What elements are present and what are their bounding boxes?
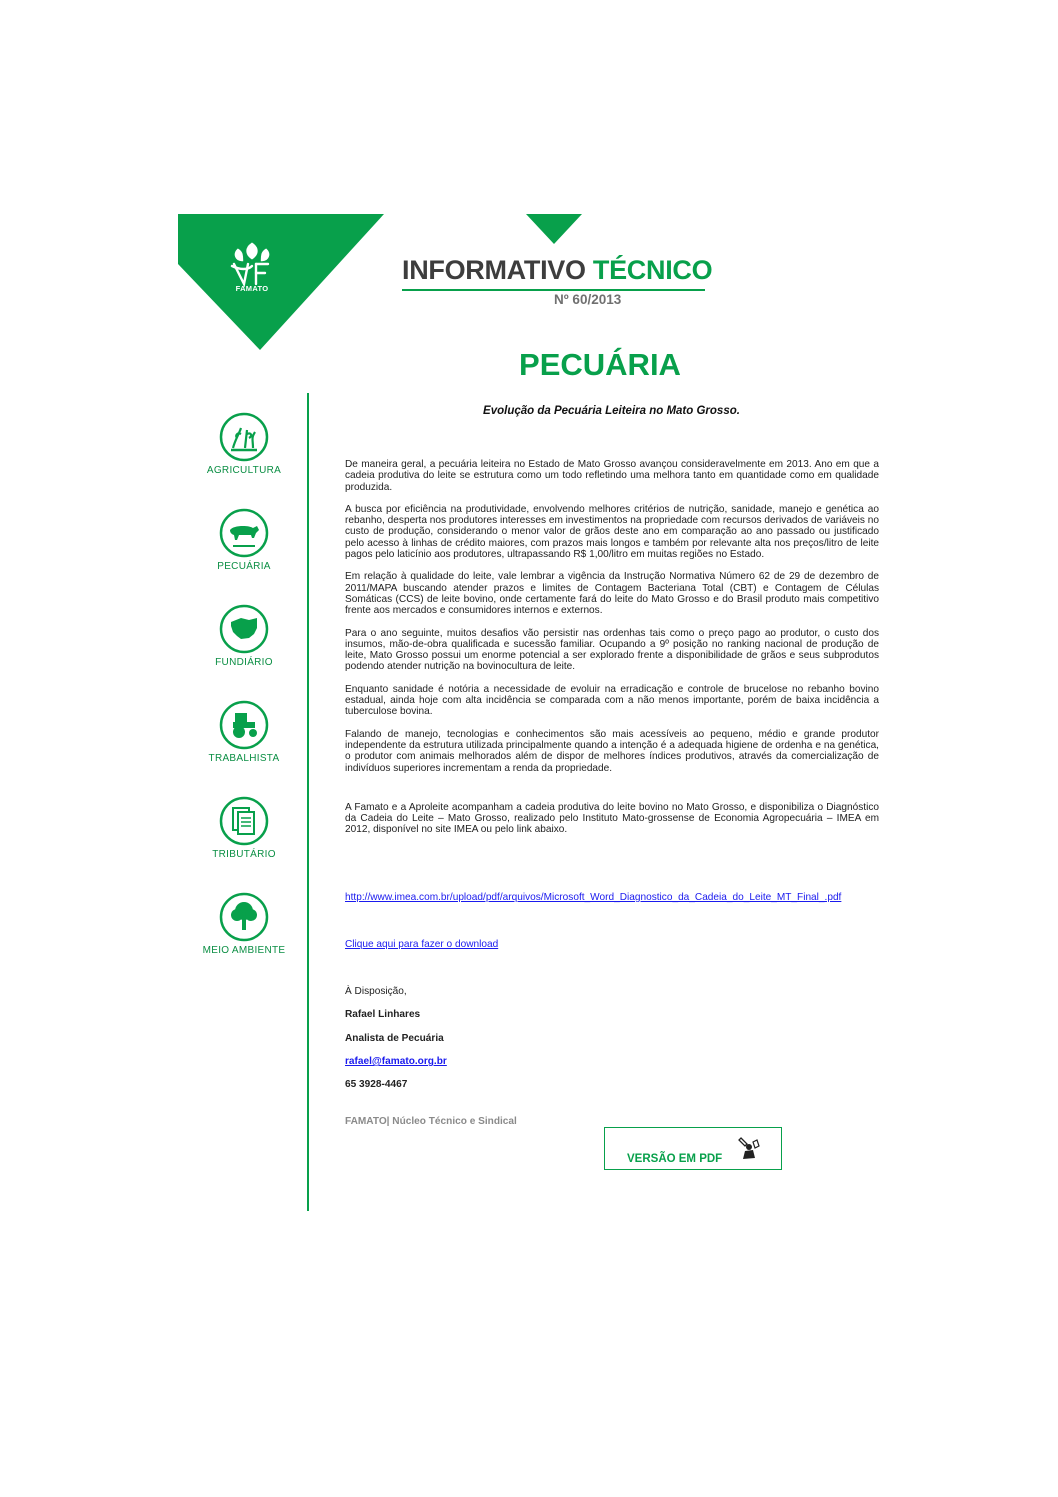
- section-heading: PECUÁRIA: [519, 347, 681, 382]
- sidebar-item-pecuaria[interactable]: [196, 508, 292, 572]
- diagnostic-pdf-link[interactable]: http://www.imea.com.br/upload/pdf/arquivos/Microsoft_Word_Diagnostico_da_Cadeia_do_Leite_MT_Final_.pdf: [345, 892, 842, 903]
- sidebar-label-fundiario: FUNDIÁRIO: [215, 657, 273, 668]
- signature-name: Rafael Linhares: [345, 1009, 421, 1020]
- sidebar-item-meio-ambiente[interactable]: [196, 892, 292, 956]
- sidebar-label-tributario: TRIBUTÁRIO: [212, 849, 276, 860]
- sidebar-label-meio-ambiente: MEIO AMBIENTE: [202, 945, 286, 956]
- tree-icon: [219, 892, 269, 942]
- paragraph-5: Enquanto sanidade é notória a necessidade de evoluir na erradicação e controle de brucelose no rebanho bovino estadual, ainda hoje com alta incidência se comparada com a não menos importante, porém de baixa incidência a tuberculose bovina.: [345, 683, 879, 718]
- signature-role: Analista de Pecuária: [345, 1033, 444, 1044]
- title-word-tecnico: TÉCNICO: [592, 255, 713, 285]
- issue-number: Nº 60/2013: [554, 292, 622, 307]
- brand-label: FAMATO: [235, 284, 269, 293]
- sidebar-item-trabalhista[interactable]: [196, 700, 292, 764]
- sidebar-label-trabalhista: TRABALHISTA: [208, 753, 280, 764]
- footer-organization: FAMATO| Núcleo Técnico e Sindical: [345, 1116, 517, 1127]
- newsletter-title: [402, 255, 712, 286]
- sidebar-item-tributario[interactable]: [196, 796, 292, 860]
- paragraph-4: Para o ano seguinte, muitos desafios vão persistir nas ordenhas tais como o preço pago ao produtor, o custo dos insumos, mão-de-obra qualificada e sucessão familiar. Ocupando a 9º posição no ranking nacional de produção de leite, Mato Grosso possui um enorme potencial a ser explorado frente a disponibilidade de grãos e seus subprodutos podendo atender nutrição na bovinocultura de leite.: [345, 627, 879, 673]
- paragraph-7: A Famato e a Aproleite acompanham a cadeia produtiva do leite bovino no Mato Grosso, e disponibiliza o Diagnóstico da Cadeia do Leite – Mato Grosso, realizado pelo Instituto Mato-grossense de Economia Agropecuária – IMEA em 2012, disponível no site IMEA ou pelo link abaixo.: [345, 801, 879, 836]
- pdf-version-button[interactable]: [604, 1127, 782, 1170]
- title-underline: [402, 289, 705, 291]
- sidebar-item-agricultura[interactable]: [196, 412, 292, 476]
- article-subtitle: Evolução da Pecuária Leiteira no Mato Grosso.: [483, 405, 740, 417]
- download-link[interactable]: Clique aqui para fazer o download: [345, 939, 499, 950]
- signature-email-link[interactable]: rafael@famato.org.br: [345, 1056, 447, 1067]
- article-body: [345, 459, 879, 847]
- documents-icon: [219, 796, 269, 846]
- title-word-informativo: INFORMATIVO: [402, 255, 586, 285]
- paragraph-6: Falando de manejo, tecnologias e conhecimentos são mais acessíveis ao pequeno, médio e grande produtor independente da estrutura utilizada principalmente quando a intenção é a adequada higiene de ordenha e na genética, o produtor com animais melhorados além de dispor de melhores índices produtivos, através da comercialização de indivíduos superiores incrementam a renda da propriedade.: [345, 728, 879, 774]
- sidebar-label-agricultura: AGRICULTURA: [206, 465, 282, 476]
- agriculture-icon: [219, 412, 269, 462]
- cattle-icon: [219, 508, 269, 558]
- signature-greeting: À Disposição,: [345, 986, 407, 997]
- vertical-divider: [307, 393, 309, 1211]
- tractor-icon: [219, 700, 269, 750]
- paragraph-1: De maneira geral, a pecuária leiteira no Estado de Mato Grosso avançou consideravelmente em 2013. Ano em que a cadeia produtiva do leite se estrutura como um todo refletindo uma melhora tanto em quantidade como em qualidade produzida.: [345, 459, 879, 493]
- paragraph-3: Em relação à qualidade do leite, vale lembrar a vigência da Instrução Normativa Número 62 de 29 de dezembro de 2011/MAPA buscando atender prazos e limites de Contagem Bacteriana Total (CBT) e Contagem de Células Somáticas (CCS) de leite bovino, onde certamente fará do leite do Mato Grosso e do Brasil produto mais competitivo frente aos mercados e consumidores internos e externos.: [345, 571, 879, 617]
- pdf-reader-icon: [735, 1136, 761, 1162]
- header-small-triangle: [526, 214, 582, 244]
- sidebar-item-fundiario[interactable]: [196, 604, 292, 668]
- paragraph-2: A busca por eficiência na produtividade, envolvendo melhores critérios de nutrição, sanidade, manejo e genética ao rebanho, desperta nos produtores interesses em investimentos na propriedade com recursos derivados de variáveis no custo de produção, considerando o menor valor de grãos deste ano em comparação ao ano passado ou justificado pelo acesso à linhas de crédito maiores, com prazos mais longos e também por relevante alta nos preços/litro de leite pagos pelo laticínio aos produtores, ultrapassando R$ 1,00/litro em muitas regiões no Estado.: [345, 503, 879, 561]
- signature-phone: 65 3928-4467: [345, 1079, 408, 1090]
- sidebar-label-pecuaria: PECUÁRIA: [217, 561, 271, 572]
- pdf-button-label: VERSÃO EM PDF: [627, 1153, 723, 1165]
- land-map-icon: [219, 604, 269, 654]
